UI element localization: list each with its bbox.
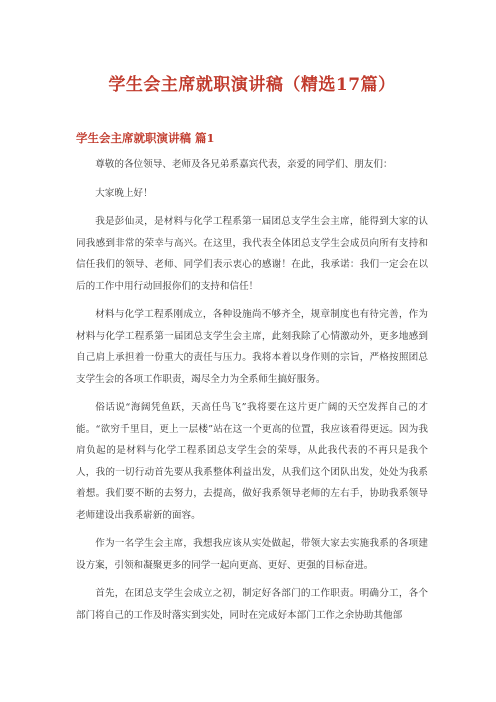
document-body bbox=[76, 154, 428, 626]
paragraph: 材料与化学工程系刚成立，各种设施尚不够齐全，规章制度也有待完善，作为材料与化学工程系第一届团总支学生会主席，此刻我除了心情激动外，更多地感到自己肩上承担着一份重大的责任与压力。我将本着以身作则的宗旨，严格按照团总支学生会的各项工作职责，竭尽全力为全系师生搞好服务。 bbox=[76, 309, 428, 385]
paragraph-salutation: 尊敬的各位领导、老师及各兄弟系嘉宾代表，亲爱的同学们、朋友们： bbox=[95, 159, 393, 170]
paragraph: 我是彭仙灵，是材料与化学工程系第一届团总支学生会主席，能得到大家的认同我感到非常的荣幸与高兴。在这里，我代表全体团总支学生会成员向所有支持和信任我们的领导、老师、同学们表示衷心的感谢！在此，我承诺：我们一定会在以后的工作中用行动回报你们的支持和信任！ bbox=[76, 216, 428, 292]
paragraph: 首先，在团总支学生会成立之初，制定好各部门的工作职责。明确分工，各个部门将自己的工作及时落实到实处，同时在完成好本部门工作之余协助其他部 bbox=[76, 588, 428, 621]
paragraph: 俗话说“海阔凭鱼跃，天高任鸟飞”我将要在这片更广阔的天空发挥自己的才能。“欲穷千里目，更上一层楼”站在这一个更高的位置，我应该看得更远。因为我肩负起的是材料与化学工程系团总支学生会的荣辱，从此我代表的不再只是我个人，我的一切行动首先要从我系整体利益出发，从我们这个团队出发，处处为我系着想。我们要不断的去努力，去提高，做好我系领导老师的左右手，协助我系领导老师建设出我系崭新的面容。 bbox=[76, 402, 428, 521]
document-title: 学生会主席就职演讲稿（精选17篇） bbox=[108, 75, 396, 95]
paragraph: 作为一名学生会主席，我想我应该从实处做起，带领大家去实施我系的各项建设方案，引领和凝聚更多的同学一起向更高、更好、更强的目标奋进。 bbox=[76, 538, 428, 571]
paragraph-greeting: 大家晚上好！ bbox=[95, 187, 153, 199]
section-heading: 学生会主席就职演讲稿 篇1 bbox=[76, 131, 215, 145]
